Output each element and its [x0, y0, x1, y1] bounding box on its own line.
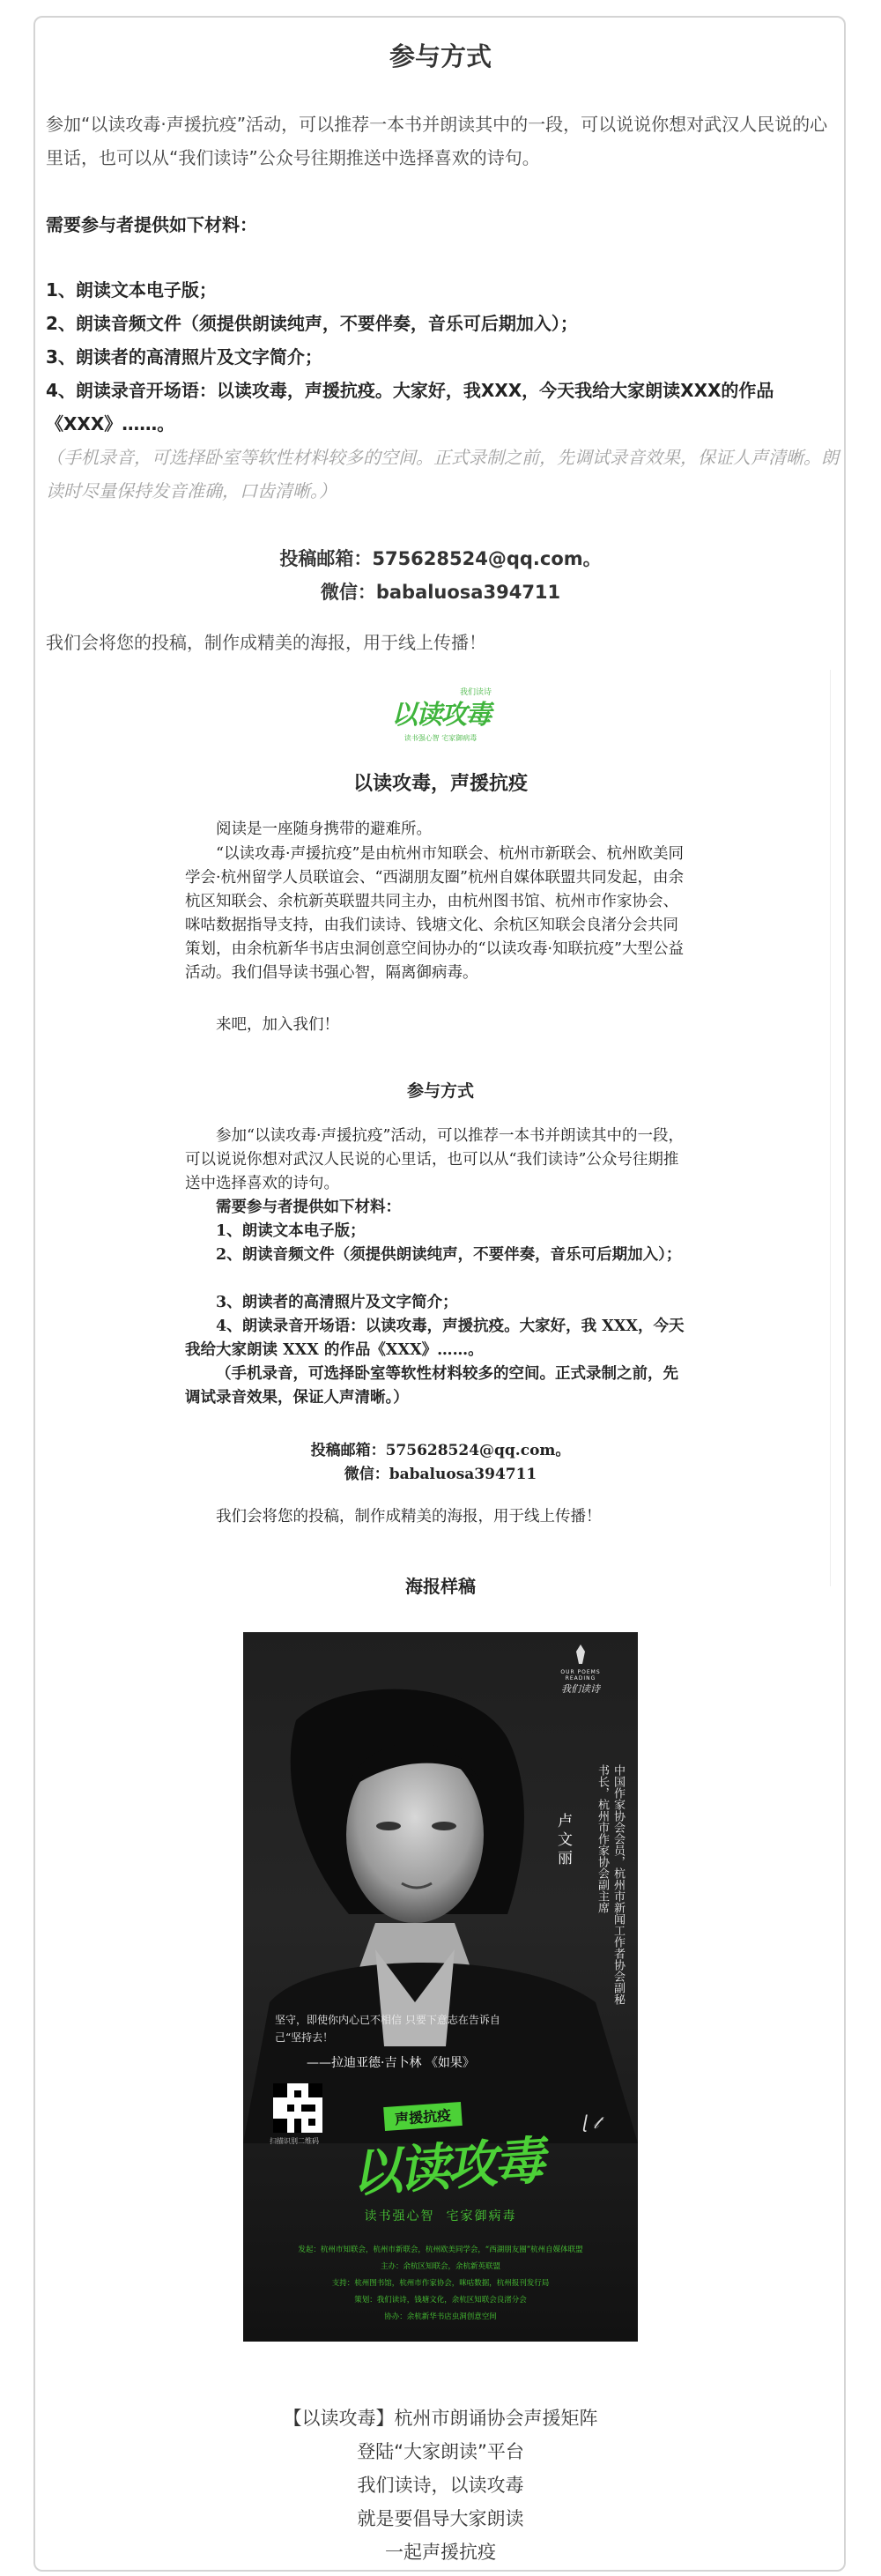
- poster-ribbon: 声援抗疫: [383, 2102, 463, 2131]
- tail-line: 一起声援抗疫: [385, 2542, 496, 2563]
- poster-credit: 支持：杭州图书馆，杭州市作家协会，咪咕数据，杭州报刊发行局: [331, 2279, 550, 2288]
- poster-brand-cn: 我们读诗: [561, 1683, 600, 1695]
- section-title: 参与方式: [389, 41, 492, 71]
- logo: [388, 686, 493, 749]
- inset-note: （手机录音，可选择卧室等软性材料较多的空间。正式录制之前，先调试录音效果，保证人声清晰。）: [185, 1365, 678, 1407]
- inset-section-title: 参与方式: [406, 1081, 474, 1101]
- logo-small-text: 我们读诗: [459, 688, 492, 697]
- poster-credit: 发起：杭州市知联会，杭州市新联会，杭州欧美同学会，“西湖朋友圈”杭州自媒体联盟: [298, 2246, 583, 2254]
- inset-material-item: 3、朗读者的高清照片及文字简介；: [216, 1294, 458, 1311]
- recording-note: （手机录音，可选择卧室等软性材料较多的空间。正式录制之前，先调试录音效果，保证人声清晰。朗读时尽量保持发音准确，口齿清晰。）: [46, 447, 839, 501]
- poster-big-title: 以读攻毒: [349, 2130, 544, 2204]
- poster-credit: 主办：余杭区知联会，余杭新英联盟: [380, 2262, 500, 2271]
- pen-icon: [574, 1644, 587, 1666]
- inset-material-item: 4、朗读录音开场语：以读攻毒，声援抗疫。大家好，我 XXX，今天我给大家朗读 XXX 的作品《XXX》……。: [185, 1318, 685, 1359]
- poster-quote-source: ——拉迪亚德·吉卜林 《如果》: [307, 2056, 475, 2070]
- poster-credit: 策划：我们读诗，钱塘文化，余杭区知联会良渚分会: [354, 2296, 527, 2305]
- sample-poster: [243, 1632, 638, 2342]
- submission-email: 投稿邮箱：575628524@qq.com。: [279, 548, 602, 569]
- tail-line: 登陆“大家朗读”平台: [357, 2441, 524, 2462]
- inset-email: 投稿邮箱：575628524@qq.com。: [310, 1442, 571, 1459]
- logo-tagline: 读书强心智 宅家御病毒: [403, 734, 478, 742]
- inset-material-item: 2、朗读音频文件（须提供朗读纯声，不要伴奏，音乐可后期加入）；: [216, 1246, 682, 1264]
- inset-p3: 来吧，加入我们！: [216, 1016, 339, 1034]
- inset-intro: 参加“以读攻毒·声援抗疫”活动，可以推荐一本书并朗读其中的一段，可以说说你想对武汉人民说的心里话，也可以从“我们读诗”公众号往期推送中选择喜欢的诗句。: [185, 1127, 684, 1192]
- material-item: 4、朗读录音开场语：以读攻毒，声援抗疫。大家好，我XXX，今天我给大家朗读XXX的作品《XXX》……。: [46, 380, 774, 434]
- poster-credit: 协办：余杭新华书店虫洞创意空间: [384, 2312, 497, 2321]
- inset-p1: 阅读是一座随身携带的避难所。: [216, 820, 432, 838]
- qr-code-icon: [273, 2083, 322, 2133]
- inset-materials-heading: 需要参与者提供如下材料：: [216, 1199, 401, 1216]
- inset-wechat: 微信：babaluosa394711: [344, 1466, 537, 1483]
- poster-tagline: 读书强心智 宅家御病毒: [364, 2209, 517, 2223]
- material-item: 2、朗读音频文件（须提供朗读纯声，不要伴奏，音乐可后期加入）；: [46, 313, 578, 334]
- intro-paragraph: 参加“以读攻毒·声援抗疫”活动，可以推荐一本书并朗读其中的一段，可以说说你想对武汉人民说的心里话，也可以从“我们读诗”公众号往期推送中选择喜欢的诗句。: [46, 114, 828, 168]
- poster-heading: 海报样稿: [405, 1576, 476, 1597]
- poster-quote: 坚守，即使你内心已不相信 只要下意志在告诉自己“坚持去！: [275, 2014, 500, 2044]
- materials-heading: 需要参与者提供如下材料：: [46, 214, 257, 235]
- person-title: 中国作家协会会员，杭州市新闻工作者协会副秘书长，杭州市作家协会副主席: [596, 1764, 625, 2005]
- inset-material-item: 1、朗读文本电子版；: [216, 1222, 366, 1240]
- wechat-id: 微信：babaluosa394711: [320, 582, 561, 603]
- tail-line: 【以读攻毒】杭州市朗诵协会声援矩阵: [283, 2408, 598, 2429]
- material-item: 1、朗读文本电子版；: [46, 279, 217, 301]
- poster-brand-en: OUR POEMS READING: [560, 1669, 601, 1681]
- portrait-photo: [243, 1685, 638, 2143]
- material-item: 3、朗读者的高清照片及文字简介；: [46, 346, 322, 367]
- tail-line: 我们读诗，以读攻毒: [357, 2475, 524, 2496]
- logo-text: 以读攻毒: [391, 700, 490, 731]
- inset-title: 以读攻毒，声援抗疫: [352, 772, 528, 795]
- inset-p2: “以读攻毒·声援抗疫”是由杭州市知联会、杭州市新联会、杭州欧美同学会·杭州留学人员联谊会、“西湖朋友圈”杭州自媒体联盟共同发起，由余杭区知联会、余杭新英联盟共同主办，由杭州图书馆、杭州市作家协会、咪咕数据指导支持，由我们读诗、钱塘文化、余杭区知联会良渚分会共同策划，由余杭新华书店虫洞创意空间协办的“以读攻毒·知联抗疫”大型公益活动。我们倡导读书强心智，隔离御病毒。: [185, 845, 684, 982]
- person-name: 卢文丽: [554, 1813, 572, 1868]
- signature: ɭ 𝓉: [582, 2112, 599, 2133]
- inset-closing: 我们会将您的投稿，制作成精美的海报，用于线上传播！: [216, 1508, 602, 1526]
- closing-text: 我们会将您的投稿，制作成精美的海报，用于线上传播！: [46, 632, 486, 653]
- qr-caption: 扫描识别二维码: [270, 2137, 319, 2145]
- tail-line: 就是要倡导大家朗读: [357, 2508, 524, 2529]
